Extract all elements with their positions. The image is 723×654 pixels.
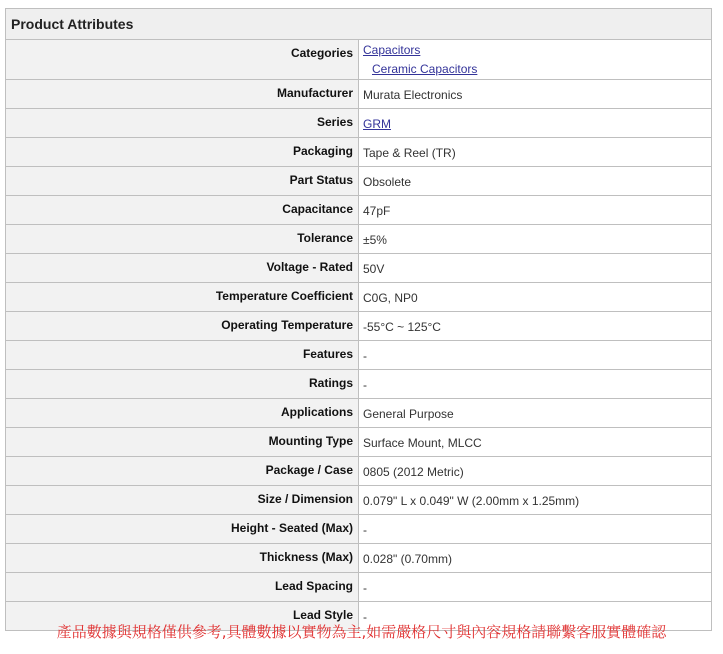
attribute-value: 0.028" (0.70mm) xyxy=(359,544,712,573)
category-link-ceramic-capacitors[interactable]: Ceramic Capacitors xyxy=(372,62,478,76)
table-row-categories xyxy=(6,40,712,80)
attribute-label: Height - Seated (Max) xyxy=(6,515,359,544)
table-row xyxy=(6,486,712,515)
attribute-label: Capacitance xyxy=(6,196,359,225)
series-link[interactable]: GRM xyxy=(363,117,391,131)
attribute-label: Package / Case xyxy=(6,457,359,486)
attribute-value: 0.079" L x 0.049" W (2.00mm x 1.25mm) xyxy=(359,486,712,515)
attribute-label: Lead Spacing xyxy=(6,573,359,602)
attribute-value: 0805 (2012 Metric) xyxy=(359,457,712,486)
disclaimer-notice: 產品數據與規格僅供參考,具體數據以實物為主,如需嚴格尺寸與內容規格請聯繫客服實體確認 xyxy=(56,623,667,641)
attribute-value: Murata Electronics xyxy=(359,80,712,109)
product-attributes-table xyxy=(5,8,712,631)
attribute-value: - xyxy=(359,515,712,544)
attribute-label: Voltage - Rated xyxy=(6,254,359,283)
table-row xyxy=(6,109,712,138)
table-row xyxy=(6,515,712,544)
table-row xyxy=(6,167,712,196)
attribute-value: 47pF xyxy=(359,196,712,225)
table-row xyxy=(6,573,712,602)
attribute-label: Categories xyxy=(6,40,359,80)
attribute-value: -55°C ~ 125°C xyxy=(359,312,712,341)
attribute-value: - xyxy=(359,573,712,602)
attribute-label: Series xyxy=(6,109,359,138)
category-link-capacitors[interactable]: Capacitors xyxy=(363,43,421,57)
attribute-value: Obsolete xyxy=(359,167,712,196)
table-row xyxy=(6,225,712,254)
table-row xyxy=(6,254,712,283)
table-row xyxy=(6,428,712,457)
attribute-label: Thickness (Max) xyxy=(6,544,359,573)
table-row xyxy=(6,312,712,341)
table-row xyxy=(6,399,712,428)
table-row xyxy=(6,457,712,486)
attribute-label: Lead Style xyxy=(6,602,359,631)
attribute-label: Mounting Type xyxy=(6,428,359,457)
attribute-value: C0G, NP0 xyxy=(359,283,712,312)
table-row xyxy=(6,80,712,109)
attribute-value: Surface Mount, MLCC xyxy=(359,428,712,457)
attribute-value: - xyxy=(359,602,712,631)
table-title: Product Attributes xyxy=(6,9,712,40)
attribute-value-categories xyxy=(359,40,712,80)
attribute-label: Applications xyxy=(6,399,359,428)
attribute-label: Size / Dimension xyxy=(6,486,359,515)
attribute-label: Ratings xyxy=(6,370,359,399)
attribute-value: Tape & Reel (TR) xyxy=(359,138,712,167)
attribute-value: General Purpose xyxy=(359,399,712,428)
attribute-value: - xyxy=(359,370,712,399)
product-attributes-panel xyxy=(5,8,712,631)
table-row xyxy=(6,370,712,399)
table-row xyxy=(6,544,712,573)
attribute-label: Manufacturer xyxy=(6,80,359,109)
table-row xyxy=(6,138,712,167)
attribute-label: Tolerance xyxy=(6,225,359,254)
table-row xyxy=(6,283,712,312)
attribute-label: Packaging xyxy=(6,138,359,167)
attribute-label: Part Status xyxy=(6,167,359,196)
attribute-value: ±5% xyxy=(359,225,712,254)
attribute-label: Temperature Coefficient xyxy=(6,283,359,312)
attribute-label: Operating Temperature xyxy=(6,312,359,341)
attribute-value: 50V xyxy=(359,254,712,283)
table-row xyxy=(6,341,712,370)
attribute-value: - xyxy=(359,341,712,370)
attribute-value xyxy=(359,109,712,138)
table-row xyxy=(6,196,712,225)
attribute-label: Features xyxy=(6,341,359,370)
